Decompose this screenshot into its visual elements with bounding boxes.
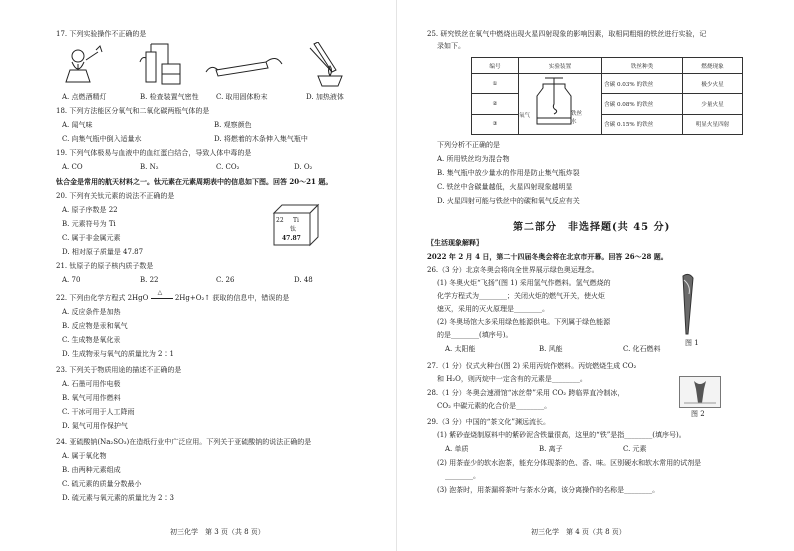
table-header-cell: 实验装置 bbox=[519, 58, 602, 74]
q25-option-a: A. 所用铁丝均为混合物 bbox=[437, 155, 510, 163]
table-row bbox=[472, 114, 743, 134]
q24-option-c: C. 硫元素的质量分数最小 bbox=[62, 480, 142, 488]
powder-taking-figure bbox=[206, 58, 282, 76]
q23-stem: 23. 下列关于物质用途的描述不正确的是 bbox=[56, 366, 182, 374]
table-cell: 含碳 0.03% 的铁丝 bbox=[602, 74, 683, 94]
q17-stem: 17. 下列实验操作不正确的是 bbox=[56, 30, 147, 38]
table-cell: 少量火星 bbox=[683, 94, 743, 114]
page-3-footer: 初三化学 第 3 页（共 8 页） bbox=[170, 528, 265, 536]
ti-atomic-number: 22 bbox=[276, 217, 284, 224]
figure-2-caption: 图 2 bbox=[691, 410, 705, 418]
q19-option-b: B. N₂ bbox=[140, 163, 159, 171]
q19-option-c: C. CO₂ bbox=[216, 163, 240, 171]
q19-option-a: A. CO bbox=[62, 163, 83, 171]
q19-stem: 19. 下列气体极易与血液中的血红蛋白结合，导致人体中毒的是 bbox=[56, 149, 252, 157]
q23-option-d: D. 氮气可用作保护气 bbox=[62, 422, 128, 430]
q20-option-b: B. 元素符号为 Ti bbox=[62, 220, 116, 228]
q26-line: 的是________(填序号)。 bbox=[437, 331, 513, 339]
device-label-oxygen: 氧气 bbox=[519, 113, 531, 119]
q25-experiment-table bbox=[471, 57, 743, 135]
q21-stem: 21. 钛原子的原子核内质子数是 bbox=[56, 262, 154, 270]
page-4 bbox=[397, 0, 794, 551]
q25-option-d: D. 火星四射可能与铁丝中的碳和氧气反应有关 bbox=[437, 197, 580, 205]
life-section-label: 〖生活现象解释〗 bbox=[427, 238, 483, 247]
q20-stem: 20. 下列有关钛元素的说法不正确的是 bbox=[56, 192, 175, 200]
table-header-cell: 编号 bbox=[472, 58, 519, 74]
table-row bbox=[472, 94, 743, 114]
airtightness-check-figure bbox=[140, 44, 180, 84]
q23-option-b: B. 氧气可用作燃料 bbox=[62, 394, 121, 402]
heating-condition: △ bbox=[157, 289, 163, 296]
q28-line: CO₂ 中碳元素的化合价是________。 bbox=[437, 402, 552, 410]
device-label-water: 水 bbox=[571, 119, 577, 125]
q18-option-c: C. 向集气瓶中倒入适量水 bbox=[62, 135, 142, 143]
q29-more-line: ________。 bbox=[445, 472, 480, 480]
q19-option-d: D. O₂ bbox=[294, 163, 313, 171]
q25-stem-line2: 录如下。 bbox=[437, 42, 465, 50]
table-cell: 明显火星四射 bbox=[683, 114, 743, 134]
table-cell: 极少火星 bbox=[683, 74, 743, 94]
page-4-footer: 初三化学 第 4 页（共 8 页） bbox=[531, 528, 626, 536]
q21-option-a: A. 70 bbox=[62, 276, 81, 284]
q22-option-b: B. 反应物是汞和氧气 bbox=[62, 322, 128, 330]
q18-stem: 18. 下列方法能区分氧气和二氧化碳两瓶气体的是 bbox=[56, 107, 210, 115]
figure-1-caption: 图 1 bbox=[685, 339, 699, 347]
q22-stem: 22. 下列由化学方程式 2HgO △ 2Hg+O₂↑ 获取的信息中，错误的是 bbox=[56, 289, 290, 302]
q18-option-d: D. 将燃着的木条伸入集气瓶中 bbox=[214, 135, 308, 143]
q24-stem: 24. 亚硫酸钠(Na₂SO₃)在造纸行业中广泛应用。下列关于亚硫酸钠的说法正确的是 bbox=[56, 438, 312, 446]
table-cell: ② bbox=[472, 94, 519, 114]
cauldron-figure-2 bbox=[679, 376, 721, 408]
q29-line: (1) 紫砂壶烧制原料中的紫砂泥含铁量很高，这里的“铁”是指________(填序号)。 bbox=[437, 431, 686, 439]
q29-option-c: C. 元素 bbox=[623, 445, 647, 453]
torch-figure-1 bbox=[673, 272, 703, 338]
q22-option-c: C. 生成物是氧化汞 bbox=[62, 336, 121, 344]
q29-option-b: B. 离子 bbox=[539, 445, 563, 453]
q22-option-a: A. 反应条件是加热 bbox=[62, 308, 121, 316]
q29-option-a: A. 单质 bbox=[445, 445, 469, 453]
q17-option-a: A. 点燃酒精灯 bbox=[62, 93, 107, 101]
q17-option-c: C. 取用固体粉末 bbox=[216, 93, 268, 101]
q20-option-c: C. 属于非金属元素 bbox=[62, 234, 121, 242]
table-cell: 含碳 0.08% 的铁丝 bbox=[602, 94, 683, 114]
q25-after: 下列分析不正确的是 bbox=[437, 141, 500, 149]
q17-option-d: D. 加热液体 bbox=[306, 93, 344, 101]
q29-more-line: (2) 用茶壶少的软水泡茶，能充分体现茶的色、香、味。区别硬水和软水常用的试剂是 bbox=[437, 459, 702, 467]
part-two-heading: 第二部分 非选择题(共 45 分) bbox=[513, 222, 671, 233]
q17-option-b: B. 检查装置气密性 bbox=[140, 93, 199, 101]
q18-option-b: B. 观察颜色 bbox=[214, 121, 252, 129]
q27-line: 27.（1 分）仪式火种台(图 2) 采用丙烷作燃料。丙烷燃烧生成 CO₂ bbox=[427, 362, 637, 370]
table-header-cell: 燃烧现象 bbox=[683, 58, 743, 74]
q29-line: 29.（3 分）中国的“茶文化”渊远流长。 bbox=[427, 418, 550, 426]
gas-jar-figure bbox=[523, 74, 593, 130]
ti-symbol: Ti bbox=[293, 217, 299, 224]
q29-more-line: (3) 泡茶时，用茶漏将茶叶与茶水分离，该分离操作的名称是________。 bbox=[437, 486, 660, 494]
ti-mass: 47.87 bbox=[282, 235, 301, 242]
q27-line: 和 H₂O，则丙烷中一定含有的元素是________。 bbox=[437, 375, 587, 383]
q26-line: 26.（3 分）北京冬奥会将向全世界展示绿色奥运理念。 bbox=[427, 266, 599, 274]
q26-option-c: C. 化石燃料 bbox=[623, 345, 661, 353]
winter-olympics-intro: 2022 年 2 月 4 日，第二十四届冬奥会将在北京市开幕。回答 26～28 题。 bbox=[427, 252, 668, 261]
q26-option-a: A. 太阳能 bbox=[445, 345, 476, 353]
q23-option-a: A. 石墨可用作电极 bbox=[62, 380, 121, 388]
q26-option-b: B. 风能 bbox=[539, 345, 563, 353]
table-header-row bbox=[472, 58, 743, 74]
alcohol-lamp-lighting-figure bbox=[66, 46, 102, 82]
q26-line: 化学方程式为________；关闭火炬的燃气开关，使火炬 bbox=[437, 292, 605, 300]
q26-line: 熄灭，采用的灭火原理是________。 bbox=[437, 305, 549, 313]
q22-option-d: D. 生成物汞与氧气的质量比为 2∶1 bbox=[62, 350, 174, 358]
q26-line: (2) 冬奥场馆大多采用绿色能源供电。下列属于绿色能源 bbox=[437, 318, 611, 326]
q24-option-d: D. 硫元素与氧元素的质量比为 2∶3 bbox=[62, 494, 174, 502]
q24-option-b: B. 由两种元素组成 bbox=[62, 466, 121, 474]
q28-line: 28.（1 分）冬奥会速滑馆“冰丝带”采用 CO₂ 跨临界直冷制冰， bbox=[427, 389, 625, 397]
q23-option-c: C. 干冰可用于人工降雨 bbox=[62, 408, 135, 416]
liquid-heating-figure bbox=[310, 42, 342, 86]
q21-option-b: B. 22 bbox=[140, 276, 159, 284]
table-cell: ① bbox=[472, 74, 519, 94]
q17-lab-figures bbox=[56, 42, 356, 90]
q21-option-d: D. 48 bbox=[294, 276, 313, 284]
device-label-wire: 铁丝 bbox=[571, 111, 583, 117]
table-cell: 含碳 0.15% 的铁丝 bbox=[602, 114, 683, 134]
ti-name: 钛 bbox=[290, 226, 297, 233]
q25-option-b: B. 集气瓶中放少量水的作用是防止集气瓶炸裂 bbox=[437, 169, 580, 177]
q25-stem-line1: 25. 研究铁丝在氧气中燃烧出现火星四射现象的影响因素，取相同粗细的铁丝进行实验，记 bbox=[427, 30, 707, 38]
table-header-cell: 铁丝种类 bbox=[602, 58, 683, 74]
table-cell: ③ bbox=[472, 114, 519, 134]
q26-line: (1) 冬奥火炬“飞扬”(图 1) 采用氢气作燃料。氢气燃烧的 bbox=[437, 279, 611, 287]
q20-option-d: D. 相对原子质量是 47.87 bbox=[62, 248, 144, 256]
table-row bbox=[472, 74, 743, 94]
q25-option-c: C. 铁丝中含碳量越低，火星四射现象越明显 bbox=[437, 183, 573, 191]
q24-option-a: A. 属于氧化物 bbox=[62, 452, 107, 460]
q20-option-a: A. 原子序数是 22 bbox=[62, 206, 118, 214]
q18-option-a: A. 闻气味 bbox=[62, 121, 93, 129]
q21-option-c: C. 26 bbox=[216, 276, 235, 284]
q20-21-intro: 钛合金是常用的航天材料之一。钛元素在元素周期表中的信息如下图。回答 20～21 题。 bbox=[56, 177, 333, 186]
